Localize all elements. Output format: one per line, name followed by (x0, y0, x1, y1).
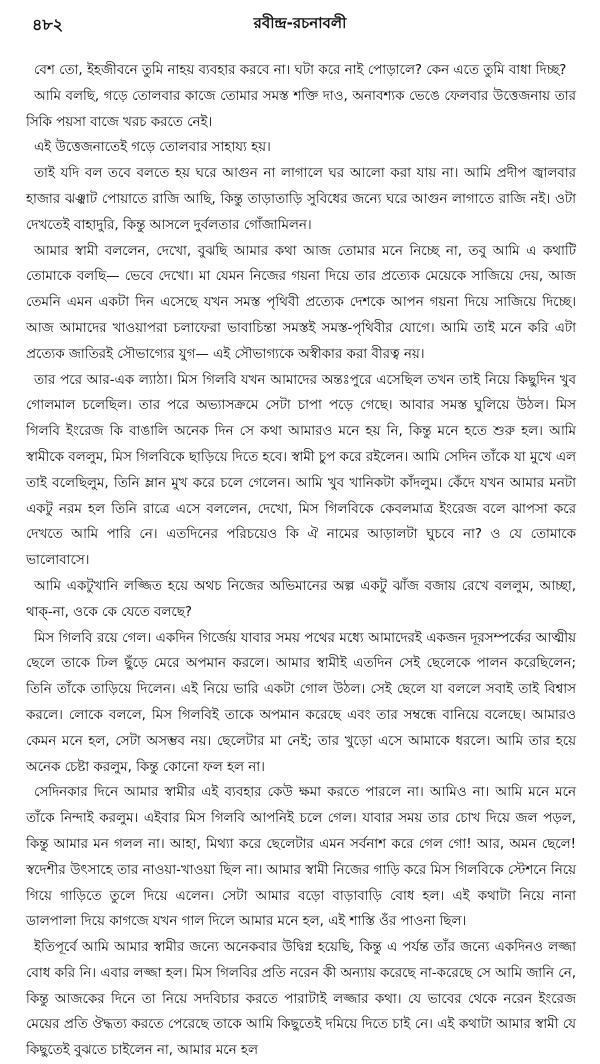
paragraph: বেশ তো, ইহজীবনে তুমি নাহয় ব্যবহার করবে না। ঘটা করে নাই পোড়ালে? কেন এতে তুমি বাধা দিচ্ছ? (34, 63, 567, 78)
body-text (26, 58, 576, 1059)
paragraph: তাই যদি বল তবে বলতে হয় ঘরে আগুন না লাগালে ঘর আলো করা যায় না। আমি প্রদীপ জ্বালবার হাজার ঝঞ্ঝাট পোয়াতে রাজি আছি, কিন্তু তাড়াতাড়ি সুবিধের জন্যে ঘরে আগুন লাগাতে রাজি নই। ওটা দেখতেই বাহাদুরি, কিন্তু আসলে দুর্বলতার গোঁজামিলন। (26, 166, 576, 233)
page-number: ৪৮২ (32, 15, 64, 34)
running-title: রবীন্দ্র-রচনাবলী (253, 14, 347, 32)
paragraph: এই উত্তেজনাতেই গড়ে তোলবার সাহায্য হয়। (34, 140, 271, 156)
paragraph: ইতিপূর্বে আমি আমার স্বামীর জন্যে অনেকবার উদ্বিগ্ন হয়েছি, কিন্তু এ পর্যন্ত তাঁর জন্যে একদিনও লজ্জা বোধ করি নি। এবার লজ্জা হল। মিস গিলবির প্রতি নরেন কী অন্যায় করেছে না-করেছে সে আমি জানি নে, কিন্তু আজকের দিনে তা নিয়ে সদবিচার করতে পারাটাই লজ্জার কথা। যে ভাবের থেকে নরেন ইংরেজ মেয়ের প্রতি ঔদ্ধত্য করতে পেরেছে তাকে আমি কিছুতেই দমিয়ে দিতে চাই নে। এই কথাটা আমার স্বামী যে কিছুতেই বুঝতে চাইলেন না, আমার মনে হল (26, 940, 576, 1059)
paragraph: আমি একটুখানি লজ্জিত হয়ে অথচ নিজের অভিমানের অল্প একটু ঝাঁজ বজায় রেখে বললুম, আচ্ছা, থাক্-না, ওকে কে যেতে বলছে? (26, 578, 576, 620)
page-header (20, 8, 580, 38)
paragraph: আমি বলছি, গড়ে তোলবার কাজে তোমার সমস্ত শক্তি দাও, অনাবশ্যক ভেঙে ফেলবার উত্তেজনায় তার সিকি পয়সা বাজে খরচ করতে নেই। (26, 88, 576, 130)
paragraph: আমার স্বামী বললেন, দেখো, বুঝছি আমার কথা আজ তোমার মনে নিচ্ছে না, তবু আমি এ কথাটি তোমাকে বলছি— ভেবে দেখো। মা যেমন নিজের গয়না দিয়ে তার প্রত্যেক মেয়েকে সাজিয়ে দেয়, আজ তেমনি এমন একটা দিন এসেছে যখন সমস্ত পৃথিবী প্রত্যেক দেশকে আপন গয়না দিয়ে সাজিয়ে দিচ্ছে। আজ আমাদের খাওয়াপরা চলাফেরা ভাবাচিন্তা সমস্তই সমস্ত-পৃথিবীর যোগে। আমি তাই মনে করি এটা প্রত্যেক জাতিরই সৌভাগ্যের যুগ— এই সৌভাগ্যকে অস্বীকার করা বীরত্ব নয়। (26, 243, 576, 362)
paragraph: মিস গিলবি রয়ে গেল। একদিন গির্জেয় যাবার সময় পথের মধ্যে আমাদেরই একজন দূরসম্পর্কের আত্মীয় ছেলে তাকে ঢিল ছুঁড়ে মেরে অপমান করলে। আমার স্বামীই এতদিন সেই ছেলেকে পালন করেছিলেন; তিনি তাঁকে তাড়িয়ে দিলেন। এই নিয়ে ভারি একটা গোল উঠল। সেই ছেলে যা বললে সবাই তাই বিশ্বাস করলে। লোকে বললে, মিস গিলবিই তাকে অপমান করেছে এবং তার সম্বন্ধে বানিয়ে বলেছে। আমারও কেমন মনে হল, সেটা অসম্ভব নয়। ছেলেটার মা নেই; তার খুড়ো এসে আমাকে ধরলে। আমি তার হয়ে অনেক চেষ্টা করলুম, কিন্তু কোনো ফল হল না। (26, 630, 576, 775)
paragraph: সেদিনকার দিনে আমার স্বামীর এই ব্যবহার কেউ ক্ষমা করতে পারলে না। আমিও না। আমি মনে মনে তাঁকে নিন্দাই করলুম। এইবার মিস গিলবি আপনিই চলে গেল। যাবার সময় তার চোখ দিয়ে জল পড়ল, কিন্তু আমার মন গলল না। আহা, মিথ্যা করে ছেলেটার এমন সর্বনাশ করে গেল গো! আর, অমন ছেলে! স্বদেশীর উৎসাহে তার নাওয়া-খাওয়া ছিল না। আমার স্বামী নিজের গাড়ি করে মিস গিলবিকে স্টেশনে নিয়ে গিয়ে গাড়িতে তুলে দিয়ে এলেন। সেটা আমার বড়ো বাড়াবাড়ি বোধ হল। এই কথাটা নিয়ে নানা ডালপালা দিয়ে কাগজে যখন গাল দিলে আমার মনে হল, এই শাস্তি ওঁর পাওনা ছিল। (26, 785, 576, 930)
paragraph: তার পরে আর-এক ল্যাঠা। মিস গিলবি যখন আমাদের অন্তঃপুরে এসেছিল তখন তাই নিয়ে কিছুদিন খুব গোলমাল চলেছিল। তার পরে অভ্যাসক্রমে সেটা চাপা পড়ে গেছে। আবার সমস্ত ঘুলিয়ে উঠল। মিস গিলবি ইংরেজ কি বাঙালি অনেক দিন সে কথা আমারও মনে হয় নি, কিন্তু মনে হতে শুরু হল। আমি স্বামীকে বললুম, মিস গিলবিকে ছাড়িয়ে দিতে হবে। স্বামী চুপ করে রইলেন। আমি সেদিন তাঁকে যা মুখে এল তাই বলেছিলুম, তিনি ম্লান মুখ করে চলে গেলেন। আমি খুব খানিকটা কাঁদলুম। কেঁদে যখন আমার মনটা একটু নরম হল তিনি রাত্রে এসে বললেন, দেখো, মিস গিলবিকে কেবলমাত্র ইংরেজ বলে ঝাপসা করে দেখতে আমি পারি নে। এতদিনের পরিচয়েও কি ঐ নামের আড়ালটা ঘুচবে না? ও যে তোমাকে ভালোবাসে। (26, 372, 576, 569)
